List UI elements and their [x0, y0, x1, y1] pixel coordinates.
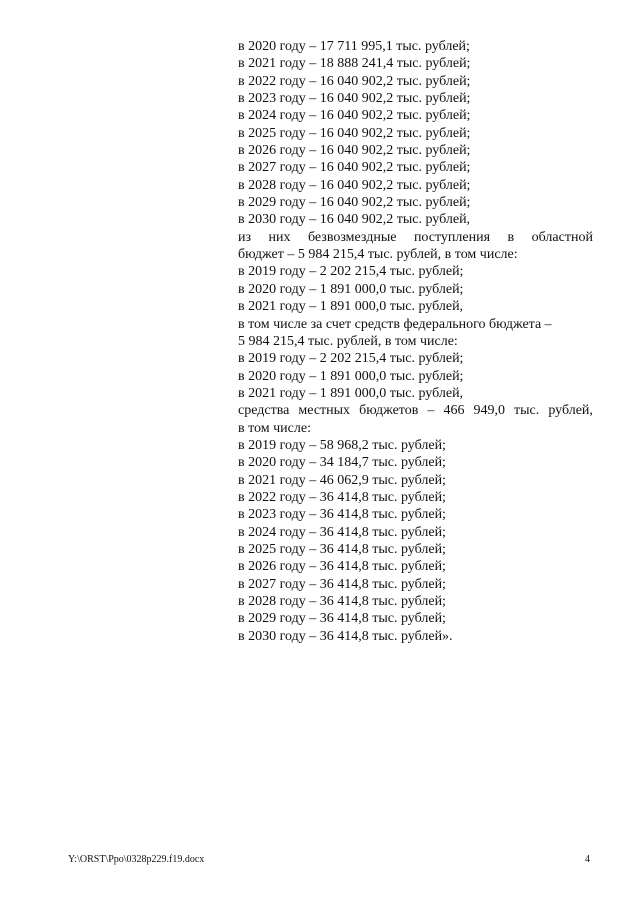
text-line: в 2019 году – 2 202 215,4 тыс. рублей; — [238, 264, 464, 280]
text-line: в 2020 году – 34 184,7 тыс. рублей; — [238, 455, 446, 471]
word: 466 — [443, 403, 465, 419]
text-line: в 2030 году – 16 040 902,2 тыс. рублей, — [238, 212, 471, 228]
text-line: в 2021 году – 1 891 000,0 тыс. рублей, — [238, 385, 464, 401]
word: них — [268, 229, 291, 245]
word: областной — [531, 229, 593, 245]
text-line: в том числе: — [238, 420, 311, 436]
text-line: в 2024 году – 36 414,8 тыс. рублей; — [238, 524, 446, 540]
text-line: в 2022 году – 36 414,8 тыс. рублей; — [238, 489, 446, 505]
text-line: в 2021 году – 1 891 000,0 тыс. рублей, — [238, 299, 464, 315]
word: – — [427, 403, 435, 419]
word: тыс. — [514, 403, 540, 419]
text-line: в 2023 году – 36 414,8 тыс. рублей; — [238, 507, 446, 523]
text-line: в 2019 году – 2 202 215,4 тыс. рублей; — [238, 351, 464, 367]
text-line: в 2026 году – 16 040 902,2 тыс. рублей; — [238, 143, 471, 159]
text-line: в 2022 году – 16 040 902,2 тыс. рублей; — [238, 73, 471, 89]
document-body — [238, 38, 593, 645]
text-line: в 2021 году – 18 888 241,4 тыс. рублей; — [238, 56, 471, 72]
text-line: в 2024 году – 16 040 902,2 тыс. рублей; — [238, 108, 471, 124]
text-line: в 2030 году – 36 414,8 тыс. рублей». — [238, 628, 453, 644]
text-line: в 2023 году – 16 040 902,2 тыс. рублей; — [238, 91, 471, 107]
justified-text-line — [238, 402, 593, 419]
text-line: в 2025 году – 36 414,8 тыс. рублей; — [238, 541, 446, 557]
word: поступления — [413, 229, 491, 245]
text-line: в 2020 году – 1 891 000,0 тыс. рублей; — [238, 368, 464, 384]
word: местных — [298, 403, 351, 419]
word: средства — [238, 403, 290, 419]
text-line: в 2019 году – 58 968,2 тыс. рублей; — [238, 437, 446, 453]
word: бюджетов — [359, 403, 419, 419]
text-line: в 2026 году – 36 414,8 тыс. рублей; — [238, 559, 446, 575]
page-number: 4 — [585, 854, 590, 865]
word: рублей, — [548, 403, 593, 419]
text-line: в 2029 году – 16 040 902,2 тыс. рублей; — [238, 195, 471, 211]
text-line: в 2028 году – 16 040 902,2 тыс. рублей; — [238, 177, 471, 193]
text-line: в 2021 году – 46 062,9 тыс. рублей; — [238, 472, 446, 488]
text-line: бюджет – 5 984 215,4 тыс. рублей, в том числе: — [238, 247, 518, 263]
text-line: в 2020 году – 17 711 995,1 тыс. рублей; — [238, 39, 470, 54]
text-line: в 2025 году – 16 040 902,2 тыс. рублей; — [238, 125, 471, 141]
text-line: в 2020 году – 1 891 000,0 тыс. рублей; — [238, 281, 464, 297]
text-line: в 2028 году – 36 414,8 тыс. рублей; — [238, 594, 446, 609]
text-line: в 2027 году – 36 414,8 тыс. рублей; — [238, 576, 446, 592]
word: 949,0 — [473, 403, 505, 419]
text-line: 5 984 215,4 тыс. рублей, в том числе: — [238, 333, 458, 349]
word: безвозмездные — [307, 229, 397, 245]
footer-file-path: Y:\ORST\Ppo\0328p229.f19.docx — [68, 854, 205, 865]
word: из — [238, 229, 252, 245]
text-line: в том числе за счет средств федерального бюджета – — [238, 316, 552, 332]
justified-text-line — [238, 229, 593, 246]
word: в — [507, 229, 515, 245]
text-line: в 2029 году – 36 414,8 тыс. рублей; — [238, 611, 446, 627]
text-line: в 2027 году – 16 040 902,2 тыс. рублей; — [238, 160, 471, 176]
